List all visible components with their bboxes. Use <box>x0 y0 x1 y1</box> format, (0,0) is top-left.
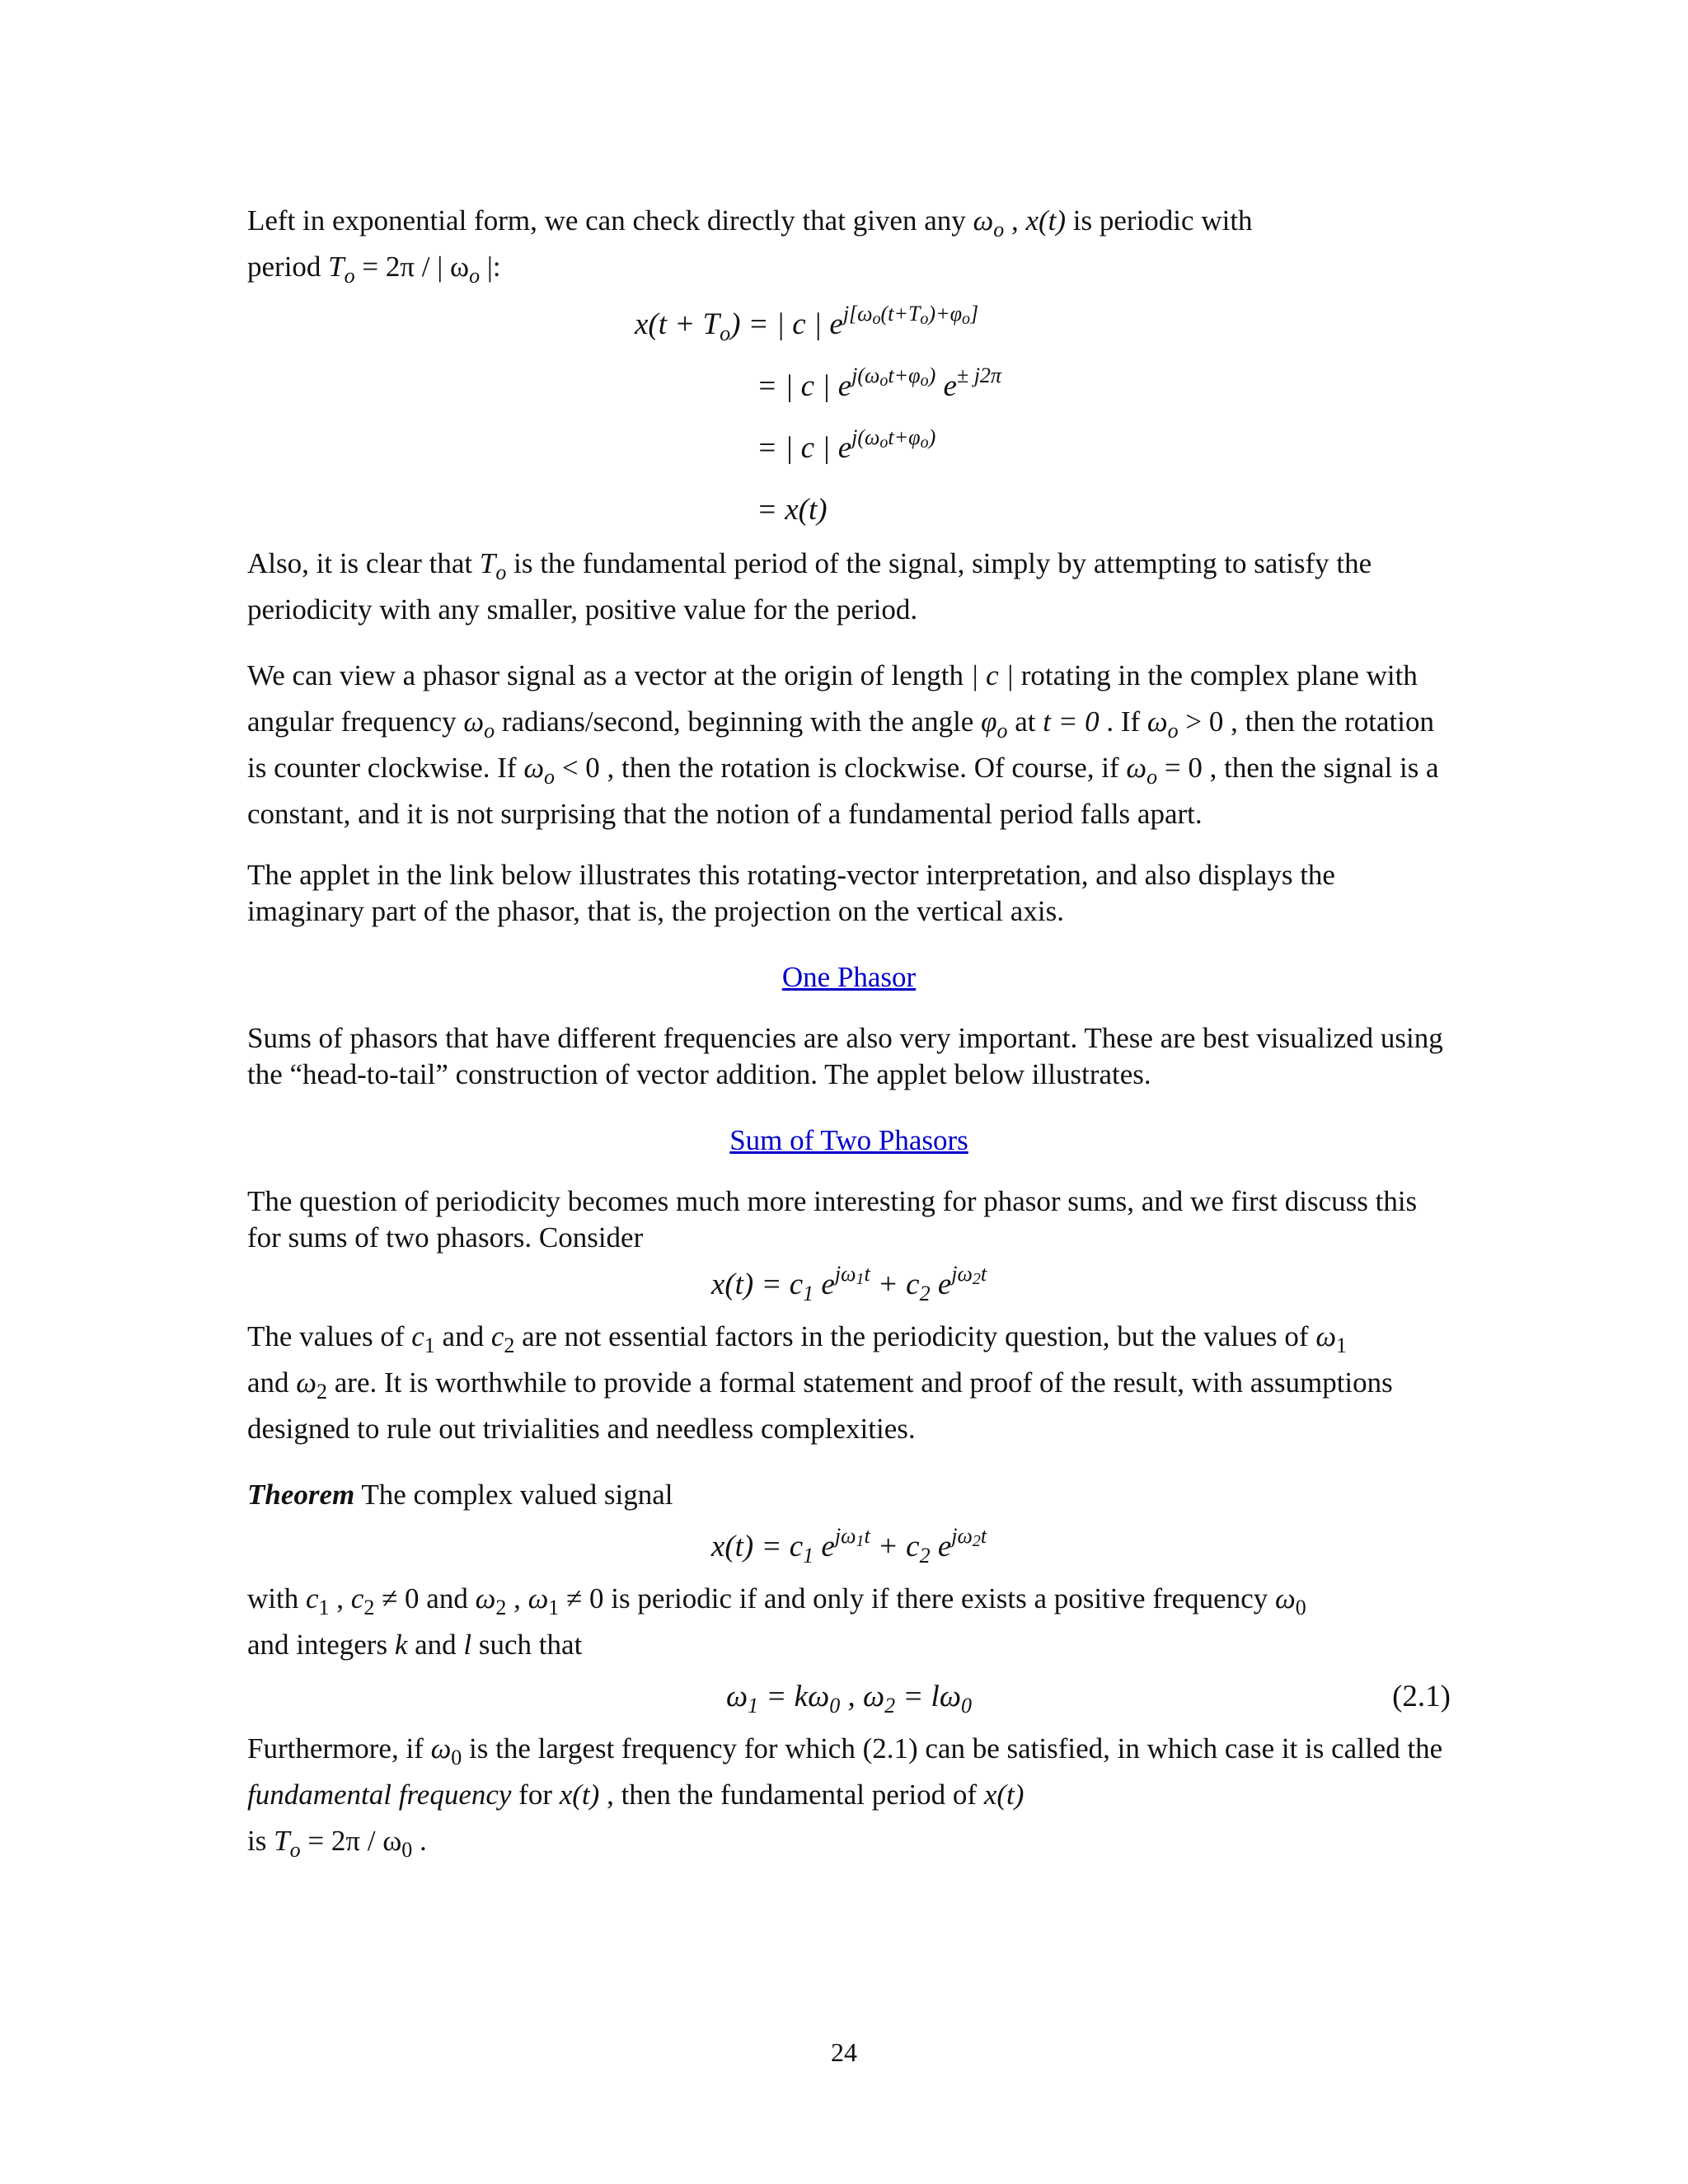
periodicity-derivation <box>635 293 1451 541</box>
sum-of-two-phasors-link[interactable]: Sum of Two Phasors <box>729 1124 968 1156</box>
one-phasor-link[interactable]: One Phasor <box>781 961 917 993</box>
page-body <box>247 198 1451 1864</box>
period-symbol: T <box>328 251 345 283</box>
derivation-line-2: = | c | $e^{j(\omega_ot+\varphi_o)}$ $e^{\pm j2\pi}$ <box>757 363 1001 403</box>
paragraph-sums: Sums of phasors that have different frequencies are also very important. These are best visualized using the “head-to-tail” construction of vector addition. The applet below illustrates. <box>247 1022 1443 1090</box>
theorem-label: Theorem <box>247 1479 355 1511</box>
derivation-line-1: $x(t + T_o)$ = | c | $e^{j[\omega_o(t+T_o)+\varphi_o]}$ <box>635 302 979 345</box>
link-container <box>247 954 1451 1001</box>
paragraph-fundamental-period: Also, it is clear that $T_o$ is the fundamental period of the signal, simply by attempting to satisfy the periodicity with any smaller, positive value for the period. <box>247 547 1372 626</box>
paragraph-fundamental-frequency: Furthermore, if $\omega_0$ is the largest frequency for which (2.1) can be satisfied, in which case it is called the fundamental frequency for x(t) , then the fundamental period of x(t) is $T_o = 2\pi / \omega_0$ . <box>247 1732 1443 1862</box>
equation-theorem-signal: $x(t) = c_1$ $e^{j\omega_1t} + c_2$ $e^{j\omega_2t}$ <box>710 1524 987 1568</box>
link-container <box>247 1118 1451 1164</box>
subscript: o <box>344 264 355 288</box>
paragraph-periodicity-question: The question of periodicity becomes much more interesting for phasor sums, and we first discuss this for sums of two phasors. Consider <box>247 1185 1418 1254</box>
text: |: <box>480 251 501 283</box>
text: period <box>247 251 329 283</box>
paragraph-rotating-vector: We can view a phasor signal as a vector at the origin of length | c | rotating in the complex plane with angular frequency $\omega_o$ radians/second, beginning with the angle $\varphi_o$ at t = 0 . If $\omega_o > 0$ , then the rotation is counter clockwise. If $\omega_o < 0$ , then the rotation is clockwise. Of course, if $\omega_o = 0$ , then the signal is a constant, and it is not surprising that the notion of a fundamental period falls apart. <box>247 659 1439 830</box>
subscript: o <box>993 218 1005 241</box>
derivation-line-3: = | c | $e^{j(\omega_ot+\varphi_o)}$ <box>757 425 936 465</box>
equation-2-1: $\omega_1 = k\omega_0$ , $\omega_2 = l\omega_0$ (2.1) <box>247 1668 1451 1726</box>
theorem-heading: Theorem The complex valued signal <box>247 1479 673 1511</box>
paragraph-theorem-condition: with $c_1$ , $c_2 \ne 0$ and $\omega_2$ , $\omega_1 \ne 0$ is periodic if and only if there exists a positive frequency $\omega_0$ and integers k and l such that <box>247 1582 1306 1661</box>
paragraph-values: The values of $c_1$ and $c_2$ are not essential factors in the periodicity question, but the values of $\omega_1$ and $\omega_2$ are. It is worthwhile to provide a formal statement and proof of the result, with assumptions designed to rule out trivialities and needless complexities. <box>247 1320 1393 1445</box>
equation-two-phasor-sum: $x(t) = c_1$ $e^{j\omega_1t} + c_2$ $e^{j\omega_2t}$ <box>710 1262 987 1305</box>
text: , <box>1004 204 1026 237</box>
x-of-t: x(t) <box>1025 204 1067 237</box>
text: is periodic with <box>1066 204 1253 237</box>
text: Left in exponential form, we can check directly that given any <box>247 204 973 237</box>
paragraph-periodic <box>247 198 1451 290</box>
omega-symbol: ω <box>973 204 994 237</box>
page-number: 24 <box>831 2037 857 2067</box>
paragraph-applet-intro: The applet in the link below illustrates this rotating-vector interpretation, and also displays the imaginary part of the phasor, that is, the projection on the vertical axis. <box>247 859 1335 927</box>
subscript: o <box>469 264 481 288</box>
text: = 2π / | ω <box>354 251 470 283</box>
derivation-line-4: = x(t) <box>757 493 828 527</box>
equation-number: (2.1) <box>1392 1680 1451 1713</box>
